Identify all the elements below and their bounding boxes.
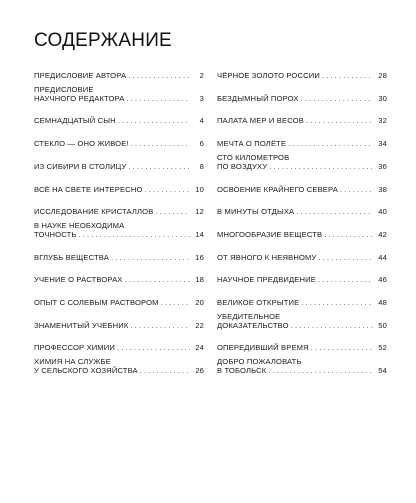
toc-entry[interactable] <box>217 343 387 352</box>
toc-entry[interactable] <box>34 275 204 284</box>
toc-page-number: 50 <box>378 320 387 330</box>
toc-entry[interactable] <box>34 162 204 171</box>
toc-entry-title: УБЕДИТЕЛЬНОЕ <box>217 311 281 321</box>
dot-leader <box>301 298 373 307</box>
dot-leader <box>322 71 373 80</box>
toc-page-number: 46 <box>378 275 387 285</box>
toc-entry-title: СТЕКЛО — ОНО ЖИВОЕ! <box>34 139 129 149</box>
toc-entry[interactable] <box>34 343 204 352</box>
toc-page-number: 32 <box>378 116 387 126</box>
toc-entry[interactable] <box>217 185 387 194</box>
toc-entry[interactable] <box>34 71 204 80</box>
toc-entry-title: МЕЧТА О ПОЛЁТЕ <box>217 139 287 149</box>
toc-entry[interactable] <box>217 207 387 216</box>
dot-leader <box>126 94 190 103</box>
toc-page-number: 40 <box>378 207 387 217</box>
toc-page-number: 2 <box>199 71 204 80</box>
toc-entry-title: МНОГООБРАЗИЕ ВЕЩЕСТВ <box>217 229 323 239</box>
toc-entry-title: НАУЧНОЕ ПРЕДВИДЕНИЕ <box>217 275 316 285</box>
toc-page-number: 34 <box>378 139 387 149</box>
toc-page-number: 42 <box>378 229 387 239</box>
dot-leader <box>161 298 190 307</box>
dot-leader <box>145 185 190 194</box>
toc-page-number: 12 <box>195 207 204 217</box>
toc-page-number: 54 <box>378 366 387 376</box>
toc-entry[interactable] <box>217 253 387 262</box>
toc-entry-title: ИЗ СИБИРИ В СТОЛИЦУ <box>34 161 127 171</box>
toc-entry-title: ОТ ЯВНОГО К НЕЯВНОМУ <box>217 252 317 262</box>
dot-leader <box>296 207 373 216</box>
toc-entry-title: ВЕЛИКОЕ ОТКРЫТИЕ <box>217 298 300 307</box>
dot-leader <box>155 207 190 216</box>
toc-page-number: 38 <box>378 184 387 194</box>
toc-entry[interactable] <box>217 116 387 125</box>
toc-entry-title: В ТОБОЛЬСК <box>217 366 267 376</box>
toc-entry-title: ОПЕРЕДИВШИЙ ВРЕМЯ <box>217 343 309 353</box>
toc-entry-title: СЕМНАДЦАТЫЙ СЫН <box>34 116 116 126</box>
toc-entry-title: ЗНАМЕНИТЫЙ УЧЕБНИК <box>34 320 129 330</box>
toc-page-number: 36 <box>378 161 387 171</box>
toc-entry-title: ИССЛЕДОВАНИЕ КРИСТАЛЛОВ <box>34 207 154 217</box>
toc-page-number: 6 <box>199 139 204 149</box>
toc-entry-title: У СЕЛЬСКОГО ХОЗЯЙСТВА <box>34 366 138 376</box>
dot-leader <box>117 343 190 352</box>
dot-leader <box>306 116 373 125</box>
dot-leader <box>79 230 190 239</box>
toc-entry-title: ПРЕДИСЛОВИЕ АВТОРА <box>34 71 127 80</box>
toc-entry-title: ДОКАЗАТЕЛЬСТВО <box>217 320 289 330</box>
toc-entry[interactable] <box>217 71 387 80</box>
dot-leader <box>131 139 190 148</box>
toc-entry[interactable] <box>34 85 204 103</box>
toc-entry[interactable] <box>217 312 387 330</box>
toc-entry[interactable] <box>217 94 387 103</box>
dot-leader <box>140 366 190 375</box>
toc-entry-title: ЧЁРНОЕ ЗОЛОТО РОССИИ <box>217 71 320 80</box>
toc-entry-title: БЕЗДЫМНЫЙ ПОРОХ <box>217 93 299 103</box>
toc-entry[interactable] <box>217 153 387 171</box>
toc-page-number: 3 <box>199 93 204 103</box>
toc-entry-title: ВГЛУБЬ ВЕЩЕСТВА <box>34 252 109 262</box>
dot-leader <box>318 253 373 262</box>
toc-page-number: 26 <box>195 366 204 376</box>
dot-leader <box>340 185 373 194</box>
toc-entry[interactable] <box>34 221 204 239</box>
toc-entry-title: ВСЁ НА СВЕТЕ ИНТЕРЕСНО <box>34 184 143 194</box>
toc-page-number: 18 <box>195 275 204 285</box>
toc-entry[interactable] <box>34 139 204 148</box>
toc-entry-title: УЧЕНИЕ О РАСТВОРАХ <box>34 275 123 285</box>
toc-page-number: 24 <box>195 343 204 353</box>
toc-entry-title: СТО КИЛОМЕТРОВ <box>217 152 290 162</box>
dot-leader <box>301 94 373 103</box>
toc-entry[interactable] <box>217 275 387 284</box>
toc-entry[interactable] <box>217 357 387 375</box>
dot-leader <box>311 343 373 352</box>
toc-page-number: 14 <box>195 229 204 239</box>
toc-entry[interactable] <box>34 116 204 125</box>
toc-entry-title: ПАЛАТА МЕР И ВЕСОВ <box>217 116 304 126</box>
toc-entry[interactable] <box>34 207 204 216</box>
toc-entry-title: ДОБРО ПОЖАЛОВАТЬ <box>217 357 302 367</box>
toc-page-number: 8 <box>199 161 204 171</box>
toc-entry-title: ПРЕДИСЛОВИЕ <box>34 84 94 94</box>
toc-entry[interactable] <box>34 185 204 194</box>
toc-entry-title: В НАУКЕ НЕОБХОДИМА <box>34 220 125 230</box>
toc-entry-title: ОПЫТ С СОЛЕВЫМ РАСТВОРОМ <box>34 298 159 307</box>
dot-leader <box>268 366 373 375</box>
toc-page-number: 4 <box>199 116 204 126</box>
dot-leader <box>291 321 373 330</box>
dot-leader <box>128 162 190 171</box>
toc-page-number: 44 <box>378 252 387 262</box>
toc-entry-title: ПО ВОЗДУХУ <box>217 161 268 171</box>
toc-entry-title: ОСВОЕНИЕ КРАЙНЕГО СЕВЕРА <box>217 184 338 194</box>
dot-leader <box>130 321 190 330</box>
toc-entry[interactable] <box>34 357 204 375</box>
toc-page-number: 30 <box>378 93 387 103</box>
toc-page-number: 16 <box>195 252 204 262</box>
toc-page-number: 10 <box>195 184 204 194</box>
toc-page-number: 28 <box>378 71 387 80</box>
dot-leader <box>125 275 190 284</box>
dot-leader <box>288 139 373 148</box>
toc-entry[interactable] <box>217 139 387 148</box>
toc-entry[interactable] <box>34 253 204 262</box>
toc-entry-title: ТОЧНОСТЬ <box>34 229 77 239</box>
toc-entry[interactable] <box>34 298 204 307</box>
toc-entry-title: В МИНУТЫ ОТДЫХА <box>217 207 295 217</box>
dot-leader <box>318 275 373 284</box>
dot-leader <box>324 230 373 239</box>
toc-page-number: 48 <box>378 298 387 307</box>
dot-leader <box>269 162 373 171</box>
toc-entry-title: ПРОФЕССОР ХИМИИ <box>34 343 115 353</box>
toc-page-number: 22 <box>195 320 204 330</box>
dot-leader <box>128 71 190 80</box>
toc-entry-title: ХИМИЯ НА СЛУЖБЕ <box>34 357 111 367</box>
toc-entry[interactable] <box>217 230 387 239</box>
toc-page-number: 52 <box>378 343 387 353</box>
toc-page-number: 20 <box>195 298 204 307</box>
page-title: СОДЕРЖАНИЕ <box>34 30 172 51</box>
toc-entry-title: НАУЧНОГО РЕДАКТОРА <box>34 93 125 103</box>
dot-leader <box>111 253 190 262</box>
dot-leader <box>118 116 190 125</box>
toc-entry[interactable] <box>34 321 204 330</box>
toc-entry[interactable] <box>217 298 387 307</box>
